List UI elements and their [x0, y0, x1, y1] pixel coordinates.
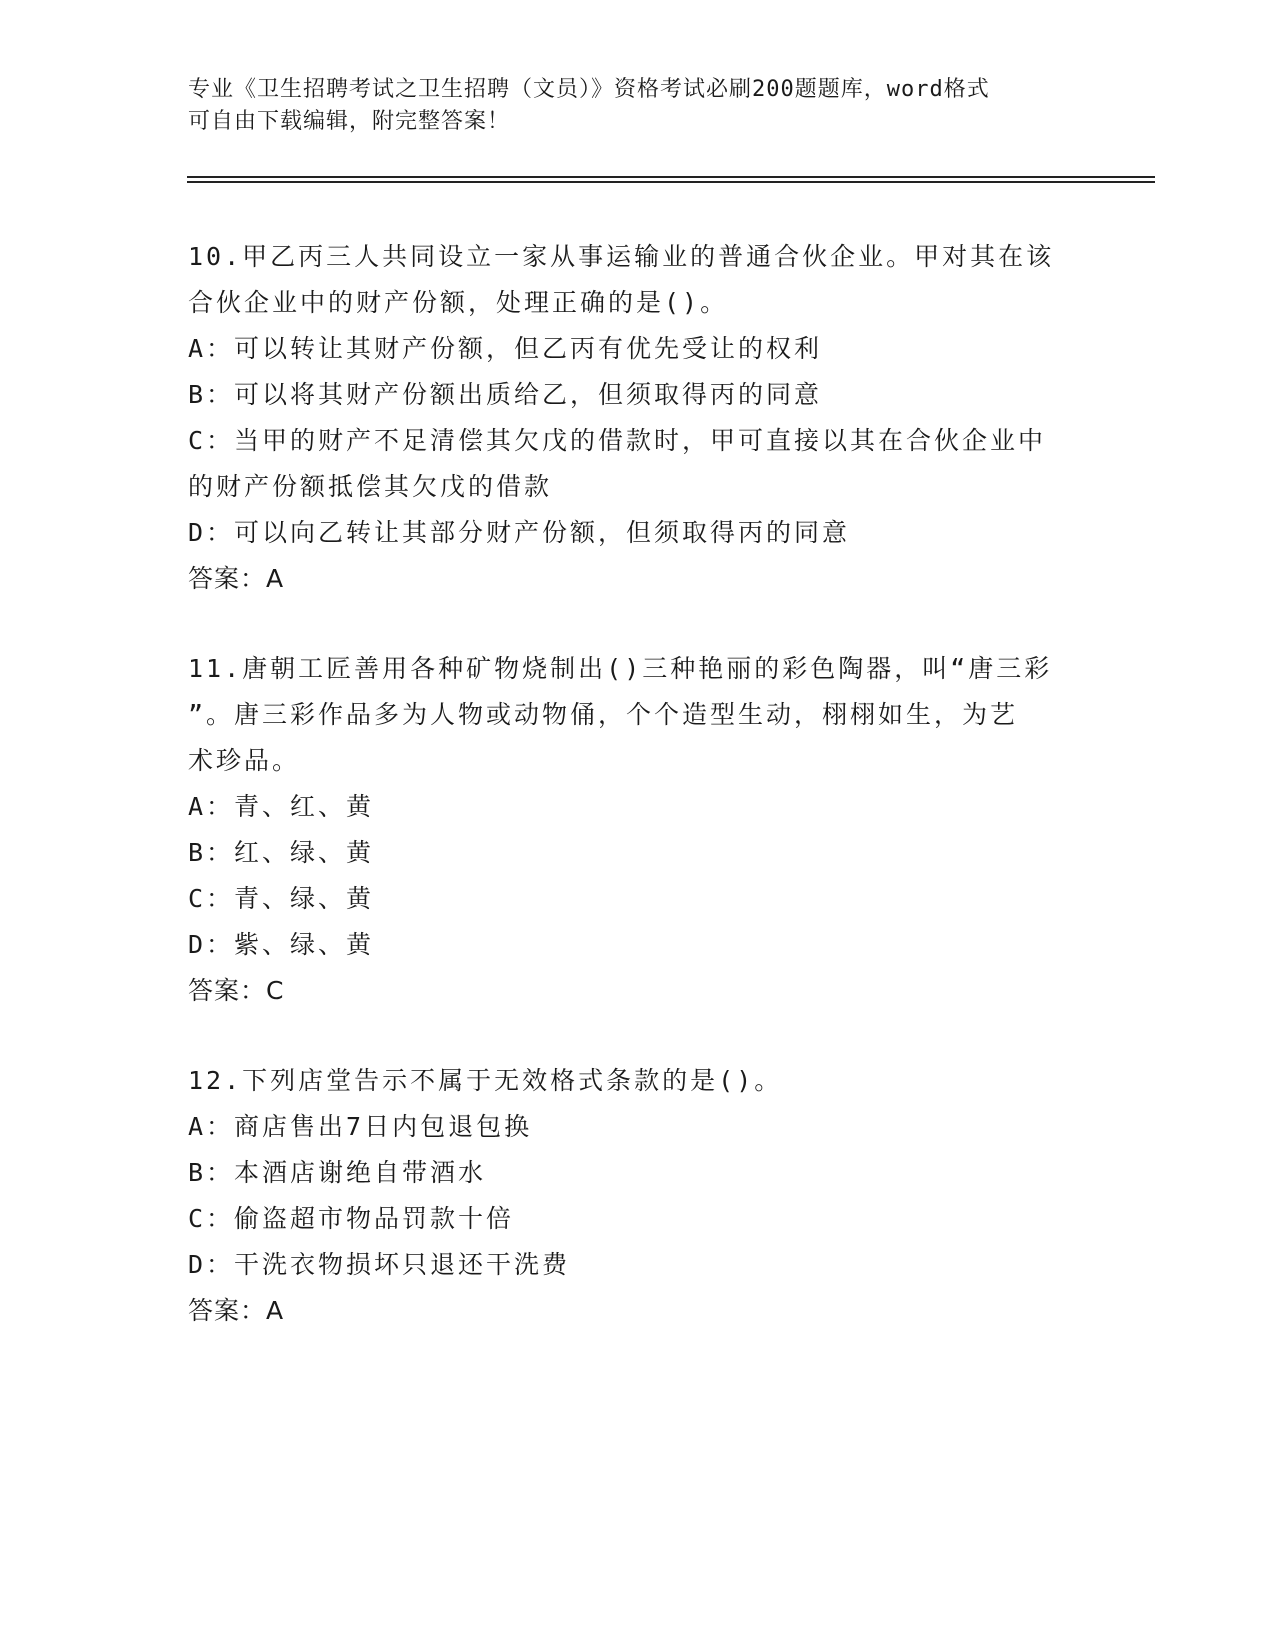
header-divider-bottom — [187, 181, 1155, 183]
option-a: A：可以转让其财产份额，但乙丙有优先受让的权利 — [188, 334, 823, 363]
question-stem-line: 术珍品。 — [188, 746, 301, 775]
option-c-continued: 的财产份额抵偿其欠戊的借款 — [188, 472, 553, 501]
answer: 答案：A — [188, 564, 285, 593]
header-line-1: 专业《卫生招聘考试之卫生招聘（文员）》资格考试必刷200题题库，word格式 — [188, 77, 990, 102]
option-a: A：青、红、黄 — [188, 792, 375, 821]
option-a: A：商店售出7日内包退包换 — [188, 1112, 533, 1141]
question-stem-line: 12.下列店堂告示不属于无效格式条款的是()。 — [188, 1066, 783, 1095]
option-c: C：当甲的财产不足清偿其欠戊的借款时，甲可直接以其在合伙企业中 — [188, 426, 1047, 455]
option-d: D：干洗衣物损坏只退还干洗费 — [188, 1250, 571, 1279]
question-stem-line: 11.唐朝工匠善用各种矿物烧制出()三种艳丽的彩色陶器，叫“唐三彩 — [188, 654, 1053, 683]
option-d: D：紫、绿、黄 — [188, 930, 375, 959]
answer: 答案：A — [188, 1296, 285, 1325]
question-12 — [188, 1058, 1088, 1334]
question-10 — [188, 234, 1088, 602]
question-stem-line: 10.甲乙丙三人共同设立一家从事运输业的普通合伙企业。甲对其在该 — [188, 242, 1055, 271]
document-header — [188, 74, 1068, 138]
question-11 — [188, 646, 1088, 1014]
question-stem-line: ”。唐三彩作品多为人物或动物俑，个个造型生动，栩栩如生，为艺 — [188, 700, 1019, 729]
option-b: B：可以将其财产份额出质给乙，但须取得丙的同意 — [188, 380, 823, 409]
question-stem-line: 合伙企业中的财产份额，处理正确的是()。 — [188, 288, 729, 317]
answer: 答案：C — [188, 976, 285, 1005]
option-d: D：可以向乙转让其部分财产份额，但须取得丙的同意 — [188, 518, 851, 547]
option-b: B：本酒店谢绝自带酒水 — [188, 1158, 487, 1187]
header-divider-top — [187, 176, 1155, 178]
header-line-2: 可自由下载编辑，附完整答案！ — [188, 109, 511, 134]
option-b: B：红、绿、黄 — [188, 838, 375, 867]
option-c: C：青、绿、黄 — [188, 884, 375, 913]
option-c: C：偷盗超市物品罚款十倍 — [188, 1204, 515, 1233]
